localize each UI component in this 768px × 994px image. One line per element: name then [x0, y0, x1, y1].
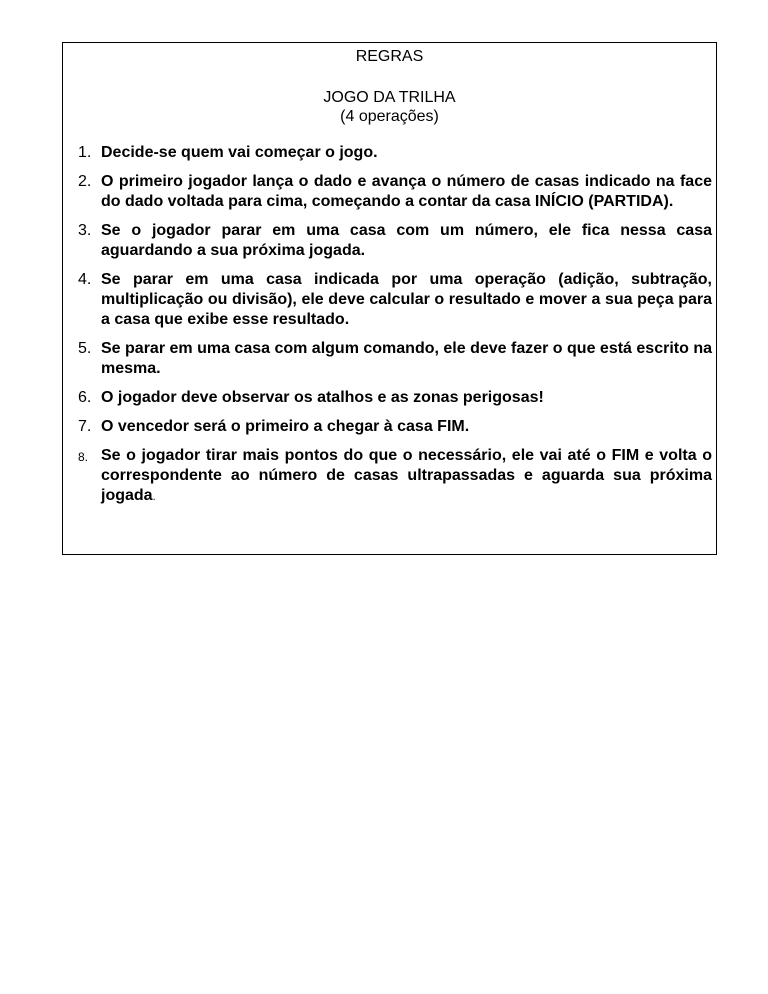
rule-item: [63, 446, 716, 507]
rules-heading: REGRAS: [355, 48, 424, 65]
rule-text: Decide-se quem vai começar o jogo.: [101, 144, 378, 161]
rule-trailing-period: .: [152, 491, 156, 503]
rule-number: 4.: [78, 271, 92, 288]
rule-text: O primeiro jogador lança o dado e avança o número de casas indicado na face do dado voltada para cima, começando a contar da casa INÍCIO (PARTIDA).: [101, 173, 712, 210]
rule-number: 3.: [78, 222, 92, 239]
rule-text: Se o jogador tirar mais pontos do que o necessário, ele vai até o FIM e volta o correspondente ao número de casas ultrapassadas e aguarda sua próxima jogada: [101, 447, 712, 504]
rule-text: Se parar em uma casa com algum comando, ele deve fazer o que está escrito na mesma.: [101, 340, 712, 377]
rule-text: Se o jogador parar em uma casa com um número, ele fica nessa casa aguardando a sua próxima jogada.: [101, 222, 712, 259]
rule-number: 6.: [78, 389, 92, 406]
rule-item: [63, 221, 716, 261]
rule-item: [63, 417, 716, 437]
rule-item: [63, 143, 716, 163]
game-title: JOGO DA TRILHA: [323, 89, 456, 106]
rule-number: 8.: [78, 450, 89, 464]
rule-item: [63, 270, 716, 330]
rule-text: Se parar em uma casa indicada por uma operação (adição, subtração, multiplicação ou divisão), ele deve calcular o resultado e mover a sua peça para a casa que exibe esse resultado.: [101, 271, 712, 328]
rules-list: [63, 143, 716, 507]
rule-number: 5.: [78, 340, 92, 357]
rule-item: [63, 339, 716, 379]
rule-item: [63, 172, 716, 212]
rule-item: [63, 388, 716, 408]
rule-number: 7.: [78, 418, 92, 435]
rule-text: O jogador deve observar os atalhos e as zonas perigosas!: [101, 389, 544, 406]
rule-number: 1.: [78, 144, 92, 161]
rule-number: 2.: [78, 173, 92, 190]
rules-box: [62, 42, 717, 555]
rule-text: O vencedor será o primeiro a chegar à casa FIM.: [101, 418, 470, 435]
game-subtitle: (4 operações): [340, 108, 439, 125]
